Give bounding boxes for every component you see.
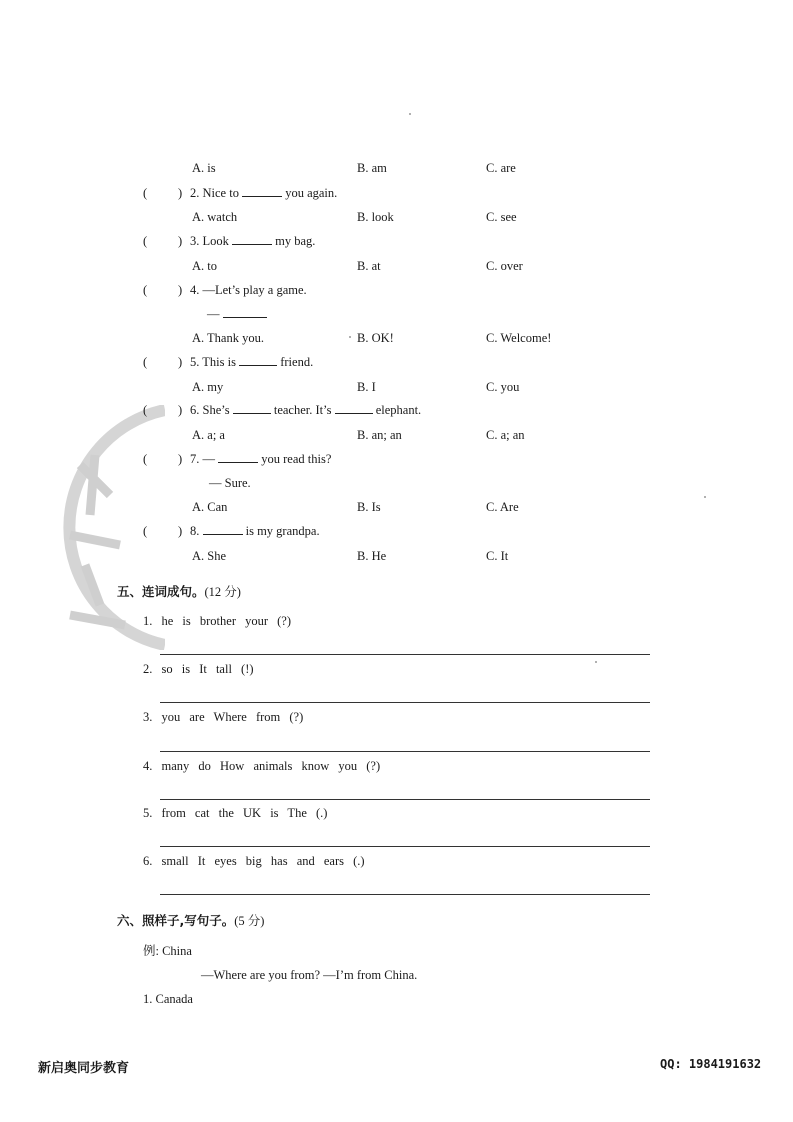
q6-option-a: A. a; a (192, 428, 225, 442)
answer-line-4[interactable] (160, 799, 650, 800)
q2-option-b: B. look (357, 210, 394, 224)
q3-option-c: C. over (486, 259, 523, 273)
q7-option-c: C. Are (486, 500, 519, 514)
example-answer: —Where are you from? —I’m from China. (201, 968, 418, 982)
example-label: 例: China (143, 944, 192, 958)
publisher-name: 新启奥同步教育 (38, 1061, 130, 1076)
answer-line-1[interactable] (160, 654, 650, 655)
q5-option-b: B. I (357, 380, 376, 394)
q7-option-a: A. Can (192, 500, 228, 514)
q7-option-b: B. Is (357, 500, 381, 514)
q2-option-a: A. watch (192, 210, 238, 224)
scan-speck (409, 113, 411, 115)
q8-option-a: A. She (192, 549, 227, 563)
section-5-title: 五、连词成句。(12 分) (117, 584, 241, 599)
q5-text: 5. This is friend. (190, 355, 314, 369)
scramble-item-1: 1. he is brother your (?) (143, 614, 292, 628)
q2-blank[interactable] (242, 184, 282, 197)
contact-qq: QQ: 1984191632 (660, 1057, 762, 1071)
q4-option-a: A. Thank you. (192, 331, 264, 345)
scramble-item-5: 5. from cat the UK is The (.) (143, 806, 328, 820)
q5-blank[interactable] (239, 353, 277, 366)
q5-option-a: A. my (192, 380, 224, 394)
q8-option-c: C. It (486, 549, 509, 563)
q5-option-c: C. you (486, 380, 520, 394)
answer-line-3[interactable] (160, 751, 650, 752)
answer-line-6[interactable] (160, 894, 650, 895)
q3-option-a: A. to (192, 259, 217, 273)
scramble-item-6: 6. small It eyes big has and ears (.) (143, 854, 365, 868)
q7-blank[interactable] (218, 450, 258, 463)
q1-option-a: A. is (192, 161, 216, 175)
scan-speck (349, 336, 351, 338)
q3-blank[interactable] (232, 232, 272, 245)
q4-reply: — (207, 304, 267, 324)
worksheet-page: A. is B. am C. are ( ) 2. Nice to you again. A. watch B. look C. see ( ) 3. Look my bag. A. to B. at C. over ( ) 4. —Let’s play a game. — A. Thank you. B. OK! C. Welcome! ( ) 5. This is friend. A. my B. I C. you ( ) 6. She’s teacher. It’s elephant. A. a; a B. an; an C. a; an ( ) 7. — you read this? — Sure. A. Can B. Is C. Are ( ) 8. is my grandpa. A. She B. He C. It 五、连词成句。(12 分) 1. he is brother your (?) 2. so is It tall (!) 3. you are Where from (?) 4. many do How animals know you (?) 5. from cat the UK is The (.) 6. small It eyes big has and ears (.) 六、照样子,写句子。(5 分) 例: China —Where are you from? —I’m from China. 1. Canada 新启奥同步教育 QQ: 1984191632 (0, 0, 793, 1122)
q8-option-b: B. He (357, 549, 387, 563)
answer-line-5[interactable] (160, 846, 650, 847)
q3-option-b: B. at (357, 259, 381, 273)
q6-option-b: B. an; an (357, 428, 402, 442)
q6-blank-2[interactable] (335, 401, 373, 414)
q4-option-b: B. OK! (357, 331, 394, 345)
scramble-item-2: 2. so is It tall (!) (143, 662, 254, 676)
q6-text: 6. She’s teacher. It’s elephant. (190, 403, 422, 417)
q2-text: 2. Nice to you again. (190, 186, 338, 200)
q7-reply: — Sure. (209, 476, 251, 490)
q2-option-c: C. see (486, 210, 517, 224)
section-6-item-1: 1. Canada (143, 992, 193, 1006)
q4-option-c: C. Welcome! (486, 331, 552, 345)
scramble-item-3: 3. you are Where from (?) (143, 710, 304, 724)
scan-speck (595, 661, 597, 663)
q1-option-c: C. are (486, 161, 516, 175)
q8-blank[interactable] (203, 522, 243, 535)
scan-speck (704, 496, 706, 498)
q6-blank-1[interactable] (233, 401, 271, 414)
q4-blank[interactable] (223, 305, 267, 318)
q7-text: 7. — you read this? (190, 452, 332, 466)
q6-option-c: C. a; an (486, 428, 525, 442)
answer-line-2[interactable] (160, 702, 650, 703)
scramble-item-4: 4. many do How animals know you (?) (143, 759, 381, 773)
q8-text: 8. is my grandpa. (190, 524, 320, 538)
q4-text: 4. —Let’s play a game. (190, 283, 307, 297)
q1-option-b: B. am (357, 161, 387, 175)
q3-text: 3. Look my bag. (190, 234, 316, 248)
section-6-title: 六、照样子,写句子。(5 分) (117, 913, 265, 928)
